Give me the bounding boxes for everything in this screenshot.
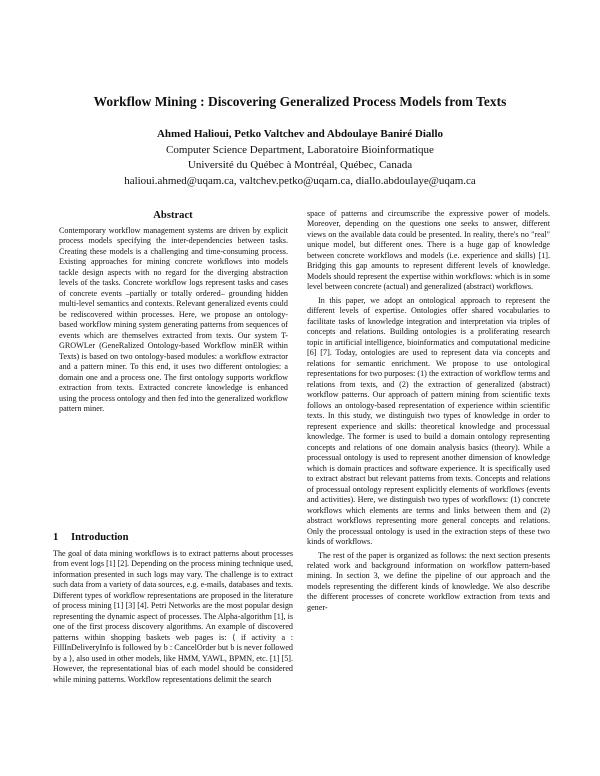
section-number: 1	[53, 532, 59, 543]
affiliation-university: Université du Québec à Montréal, Québec, Canada	[187, 159, 413, 171]
abstract-body	[59, 226, 288, 415]
author-emails: halioui.ahmed@uqam.ca, valtchev.petko@uqam.ca, diallo.abdoulaye@uqam.ca	[124, 174, 476, 187]
affiliation-department: Computer Science Department, Laboratoire Bioinformatique	[166, 143, 434, 156]
right-paragraph-1: space of patterns and circumscribe the expressive power of models. Moreover, depending on the questions one seeks to answer, different views on the available data could be presented. In reality, there's no "real" unique model, but different ones. There is a huge gap of knowledge between concrete workflows and models (i.e. experience and skills) [1]. Bridging this gap amounts to represent different levels of knowledge. Models should represent the expertise within workflows: which is in some level between concrete (actual) and generalized (abstract) workflows.	[307, 209, 550, 292]
right-column	[307, 209, 550, 613]
paper-title: Workflow Mining : Discovering Generalized Process Models from Texts	[93, 94, 507, 109]
right-paragraph-3: The rest of the paper is organized as follows: the next section presents related work and background information on workflow pattern-based mining. In section 3, we define the pipeline of our approach and the models representing the different kinds of knowledge. We also describe the different processes of concrete workflow extraction from texts and gener-	[307, 550, 550, 612]
abstract-heading: Abstract	[153, 210, 193, 221]
section-heading-introduction	[53, 532, 129, 543]
right-paragraph-2: In this paper, we adopt an ontological approach to represent the different levels of expertise. Ontologies offer shared vocabularies to facilitate tasks of knowledge integration and interpretation via triples of concepts and relations. Building ontologies is a proliferating research topic in artificial intelligence, bioinformatics and computational medicine [6] [7]. Today, ontologies are used to represent data via concepts and relations for semantic enrichment. We propose to use ontological representations for two purposes: (1) the extraction of workflow terms and relations from texts, and (2) the extraction of generalized (abstract) workflow patterns. Our approach of pattern mining from scientific texts follows an ontology-based representation of experience within scientific texts. In this study, we distinguish two types of knowledge in order to represent experience and skills: theoretical knowledge and processual knowledge. The former is used to build a domain ontology representing concepts and relations of one domain analysis basics (theory). While a processual ontology is used to represent another dimension of knowledge which is domain practices and software experience. It is specifically used to extract abstract but relevant patterns from texts. Concepts and relations of processual ontology represent explicitly elements of workflows (events and activities). Here, we distinguish two types of workflows: (1) concrete workflows which elements are terms and links between them and (2) abstract workflows representing more general concepts and relations. Only the processual ontology is used in the extraction steps of these two kinds of workflows.	[307, 295, 550, 547]
author-names: Ahmed Halioui, Petko Valtchev and Abdoulaye Baniré Diallo	[156, 128, 444, 140]
author-block	[0, 127, 600, 189]
intro-paragraph: The goal of data mining workflows is to extract patterns about processes from event logs [1] [2]. Depending on the process mining technique used, information presented in such logs may vary. The challenge is to extract such data from a variety of data sources, e.g. e-mails, databases and texts. Different types of workflow representations are proposed in the literature of process mining [1] [3] [4]. Petri Networks are the most popular design representing the dynamic aspect of processes. The Alpha-algorithm [1], is one of the first process discovery algorithms. An example of discovered patterns within shopping baskets web pages is: ⟨ if activity a : FillInDeliveryInfo is followed by b : CancelOrder but b is never followed by a ⟩, also used in other models, like HMM, YAWL, BPMN, etc. [1] [5]. However, the representational bias of each model should be considered while mining patterns. Workflow representations delimit the search	[53, 549, 293, 684]
introduction-body	[53, 549, 293, 685]
section-title: Introduction	[71, 532, 129, 543]
abstract-text: Contemporary workflow management systems are driven by explicit process models specifying the inter-dependencies between tasks. Creating these models is a challenging and time-consuming process. Existing approaches for mining concrete workflows into models tackle design aspects with no regard for the diverging abstraction levels of the tasks. Concrete workflow logs represent tasks and cases of concrete events –partially or totally ordered– grounding hidden multi-level semantics and contexts. Relevant generalized events could be rediscovered within processes. Here, we propose an ontology-based workflow mining system generating patterns from sequences of events which are themselves extracted from texts. Our system T-GROWLer (GeneRalized Ontology-based Workflow minER within Texts) is based on two ontology-based modules: a workflow extractor and a pattern miner. To this end, it uses two different ontologies: a domain one and a process one. The first ontology supports workflow extraction from texts. Extracted concrete knowledge is enhanced using the process ontology and then fed into the generalized workflow pattern miner.	[59, 226, 288, 414]
